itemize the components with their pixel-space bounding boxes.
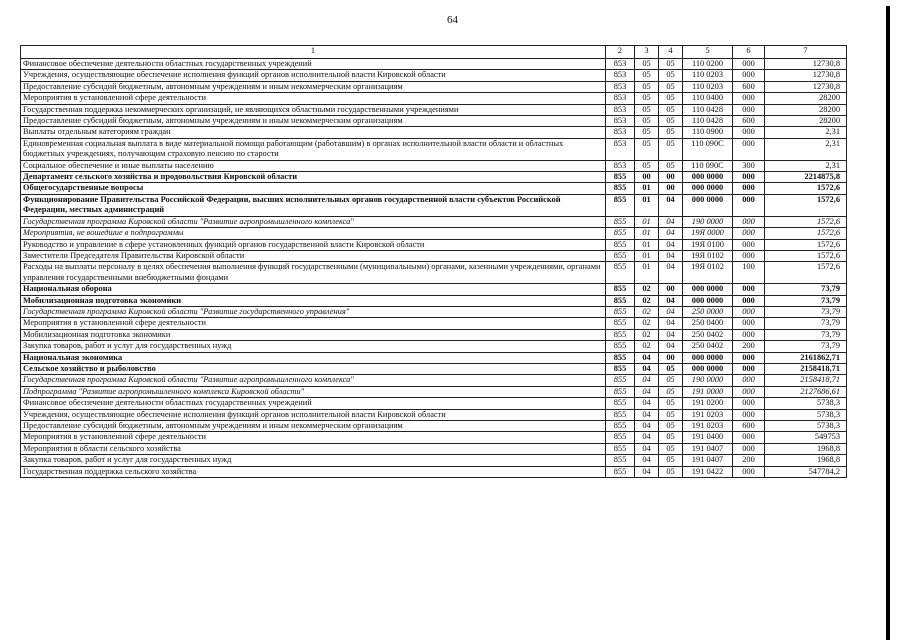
row-subsection-cell: 05 xyxy=(659,81,683,92)
row-expense-type-cell: 200 xyxy=(733,455,765,466)
table-row xyxy=(21,386,847,397)
row-section-cell: 04 xyxy=(635,466,659,477)
row-subsection-cell: 04 xyxy=(659,239,683,250)
row-expense-type-cell: 100 xyxy=(733,262,765,284)
row-section-cell: 05 xyxy=(635,70,659,81)
row-expense-type-cell: 200 xyxy=(733,341,765,352)
row-section-cell: 04 xyxy=(635,455,659,466)
row-expense-type-cell: 000 xyxy=(733,318,765,329)
row-expense-type-cell: 000 xyxy=(733,59,765,70)
table-row xyxy=(21,363,847,374)
row-target-cell: 250 0402 xyxy=(683,329,733,340)
row-subsection-cell: 00 xyxy=(659,284,683,295)
row-name-cell: Закупка товаров, работ и услуг для государственных нужд xyxy=(21,455,606,466)
row-target-cell: 110 0428 xyxy=(683,104,733,115)
table-row xyxy=(21,318,847,329)
row-ministry-cell: 855 xyxy=(606,284,635,295)
row-ministry-cell: 855 xyxy=(606,443,635,454)
row-ministry-cell: 855 xyxy=(606,306,635,317)
row-subsection-cell: 04 xyxy=(659,228,683,239)
row-section-cell: 01 xyxy=(635,216,659,227)
scan-edge-bar xyxy=(886,6,890,640)
row-subsection-cell: 05 xyxy=(659,409,683,420)
header-cell-subsection: 4 xyxy=(659,46,683,59)
row-subsection-cell: 04 xyxy=(659,250,683,261)
table-row xyxy=(21,409,847,420)
row-expense-type-cell: 000 xyxy=(733,183,765,194)
row-amount-cell: 12730,8 xyxy=(765,70,847,81)
row-expense-type-cell: 600 xyxy=(733,116,765,127)
row-ministry-cell: 855 xyxy=(606,386,635,397)
row-name-cell: Государственная программа Кировской области "Развитие агропромышленного комплекса" xyxy=(21,375,606,386)
row-subsection-cell: 05 xyxy=(659,432,683,443)
row-section-cell: 04 xyxy=(635,443,659,454)
row-section-cell: 04 xyxy=(635,432,659,443)
row-name-cell: Единовременная социальная выплата в виде материальной помощи работающим (работавшим) в органах исполнительной власти области и областных бюджетных учреждениях, получающим страховую пенсию по старости xyxy=(21,138,606,160)
table-row xyxy=(21,172,847,183)
row-section-cell: 04 xyxy=(635,409,659,420)
row-name-cell: Мероприятия, не вошедшие в подпрограммы xyxy=(21,228,606,239)
row-target-cell: 191 0407 xyxy=(683,443,733,454)
row-section-cell: 04 xyxy=(635,421,659,432)
row-amount-cell: 2127686,61 xyxy=(765,386,847,397)
row-section-cell: 02 xyxy=(635,306,659,317)
row-subsection-cell: 00 xyxy=(659,172,683,183)
row-amount-cell: 549753 xyxy=(765,432,847,443)
row-subsection-cell: 05 xyxy=(659,455,683,466)
row-section-cell: 05 xyxy=(635,93,659,104)
row-subsection-cell: 05 xyxy=(659,160,683,171)
table-row xyxy=(21,352,847,363)
row-amount-cell: 73,79 xyxy=(765,284,847,295)
table-row xyxy=(21,138,847,160)
row-subsection-cell: 05 xyxy=(659,70,683,81)
row-expense-type-cell: 600 xyxy=(733,81,765,92)
row-target-cell: 191 0203 xyxy=(683,409,733,420)
page-number: 64 xyxy=(447,14,458,26)
row-amount-cell: 73,79 xyxy=(765,329,847,340)
row-amount-cell: 1572,6 xyxy=(765,262,847,284)
header-cell-section: 3 xyxy=(635,46,659,59)
row-subsection-cell: 04 xyxy=(659,329,683,340)
row-subsection-cell: 04 xyxy=(659,262,683,284)
row-target-cell: 110 090С xyxy=(683,160,733,171)
row-amount-cell: 2,31 xyxy=(765,138,847,160)
row-name-cell: Руководство и управление в сфере установленных функций органов государственной власти Кировской области xyxy=(21,239,606,250)
table-row xyxy=(21,81,847,92)
row-target-cell: 191 0000 xyxy=(683,386,733,397)
row-name-cell: Заместители Председателя Правительства Кировской области xyxy=(21,250,606,261)
header-cell-target: 5 xyxy=(683,46,733,59)
row-ministry-cell: 855 xyxy=(606,466,635,477)
row-amount-cell: 12730,8 xyxy=(765,81,847,92)
table-row xyxy=(21,295,847,306)
row-section-cell: 02 xyxy=(635,284,659,295)
row-name-cell: Финансовое обеспечение деятельности областных государственных учреждений xyxy=(21,59,606,70)
row-expense-type-cell: 000 xyxy=(733,295,765,306)
row-target-cell: 110 0900 xyxy=(683,127,733,138)
row-target-cell: 110 0200 xyxy=(683,59,733,70)
table-row xyxy=(21,421,847,432)
row-subsection-cell: 05 xyxy=(659,138,683,160)
row-target-cell: 110 0400 xyxy=(683,93,733,104)
row-target-cell: 191 0400 xyxy=(683,432,733,443)
row-section-cell: 00 xyxy=(635,172,659,183)
row-target-cell: 191 0200 xyxy=(683,398,733,409)
row-target-cell: 000 0000 xyxy=(683,295,733,306)
row-section-cell: 05 xyxy=(635,59,659,70)
row-name-cell: Предоставление субсидий бюджетным, автономным учреждениям и иным некоммерческим организациям xyxy=(21,81,606,92)
row-section-cell: 02 xyxy=(635,341,659,352)
row-amount-cell: 1572,6 xyxy=(765,228,847,239)
row-name-cell: Предоставление субсидий бюджетным, автономным учреждениям и иным некоммерческим организациям xyxy=(21,421,606,432)
row-expense-type-cell: 000 xyxy=(733,363,765,374)
header-cell-name: 1 xyxy=(21,46,606,59)
row-section-cell: 05 xyxy=(635,81,659,92)
row-expense-type-cell: 000 xyxy=(733,375,765,386)
row-ministry-cell: 855 xyxy=(606,194,635,216)
row-amount-cell: 5738,3 xyxy=(765,421,847,432)
row-section-cell: 04 xyxy=(635,386,659,397)
row-ministry-cell: 855 xyxy=(606,352,635,363)
row-section-cell: 04 xyxy=(635,363,659,374)
row-name-cell: Государственная поддержка некоммерческих организаций, не являющихся областными государственными учреждениями xyxy=(21,104,606,115)
row-expense-type-cell: 000 xyxy=(733,398,765,409)
row-target-cell: 250 0402 xyxy=(683,341,733,352)
row-subsection-cell: 05 xyxy=(659,398,683,409)
row-target-cell: 000 0000 xyxy=(683,183,733,194)
row-expense-type-cell: 000 xyxy=(733,70,765,81)
table-row xyxy=(21,160,847,171)
row-target-cell: 191 0422 xyxy=(683,466,733,477)
row-subsection-cell: 05 xyxy=(659,386,683,397)
row-name-cell: Расходы на выплаты персоналу в целях обеспечения выполнения функций государственными (муниципальными) органами, казенными учреждениями, органами управления государственными внебюджетными фондами xyxy=(21,262,606,284)
row-name-cell: Сельское хозяйство и рыболовство xyxy=(21,363,606,374)
row-name-cell: Предоставление субсидий бюджетным, автономным учреждениям и иным некоммерческим организациям xyxy=(21,116,606,127)
row-ministry-cell: 853 xyxy=(606,116,635,127)
row-section-cell: 05 xyxy=(635,116,659,127)
row-subsection-cell: 04 xyxy=(659,306,683,317)
row-target-cell: 191 0203 xyxy=(683,421,733,432)
row-target-cell: 19Я 0100 xyxy=(683,239,733,250)
row-ministry-cell: 853 xyxy=(606,70,635,81)
row-amount-cell: 2,31 xyxy=(765,160,847,171)
row-section-cell: 02 xyxy=(635,329,659,340)
row-ministry-cell: 855 xyxy=(606,172,635,183)
table-row xyxy=(21,239,847,250)
row-ministry-cell: 855 xyxy=(606,318,635,329)
row-name-cell: Государственная программа Кировской области "Развитие государственного управления" xyxy=(21,306,606,317)
row-target-cell: 000 0000 xyxy=(683,284,733,295)
row-amount-cell: 73,79 xyxy=(765,306,847,317)
row-ministry-cell: 853 xyxy=(606,138,635,160)
row-expense-type-cell: 000 xyxy=(733,216,765,227)
row-ministry-cell: 855 xyxy=(606,375,635,386)
row-name-cell: Функционирование Правительства Российской Федерации, высших исполнительных органов государственной власти субъектов Российской Федерации, местных администраций xyxy=(21,194,606,216)
row-expense-type-cell: 000 xyxy=(733,443,765,454)
row-name-cell: Подпрограмма "Развитие агропромышленного комплекса Кировской области" xyxy=(21,386,606,397)
row-subsection-cell: 00 xyxy=(659,183,683,194)
header-cell-amount: 7 xyxy=(765,46,847,59)
row-name-cell: Государственная поддержка сельского хозяйства xyxy=(21,466,606,477)
row-amount-cell: 28200 xyxy=(765,116,847,127)
row-target-cell: 000 0000 xyxy=(683,194,733,216)
row-expense-type-cell: 000 xyxy=(733,386,765,397)
row-subsection-cell: 00 xyxy=(659,352,683,363)
table-row xyxy=(21,341,847,352)
row-section-cell: 01 xyxy=(635,262,659,284)
row-ministry-cell: 855 xyxy=(606,239,635,250)
row-subsection-cell: 04 xyxy=(659,318,683,329)
row-expense-type-cell: 000 xyxy=(733,352,765,363)
row-expense-type-cell: 000 xyxy=(733,284,765,295)
row-subsection-cell: 05 xyxy=(659,93,683,104)
row-amount-cell: 1968,8 xyxy=(765,455,847,466)
row-section-cell: 05 xyxy=(635,104,659,115)
row-subsection-cell: 05 xyxy=(659,466,683,477)
row-ministry-cell: 855 xyxy=(606,341,635,352)
row-section-cell: 01 xyxy=(635,250,659,261)
row-section-cell: 01 xyxy=(635,194,659,216)
row-amount-cell: 73,79 xyxy=(765,295,847,306)
row-expense-type-cell: 000 xyxy=(733,127,765,138)
row-expense-type-cell: 000 xyxy=(733,329,765,340)
row-name-cell: Мероприятия в установленной сфере деятельности xyxy=(21,93,606,104)
table-row xyxy=(21,127,847,138)
row-ministry-cell: 855 xyxy=(606,295,635,306)
row-amount-cell: 12730,8 xyxy=(765,59,847,70)
table-row xyxy=(21,284,847,295)
row-target-cell: 191 0407 xyxy=(683,455,733,466)
table-row xyxy=(21,466,847,477)
table-row xyxy=(21,329,847,340)
table-row xyxy=(21,59,847,70)
row-name-cell: Мобилизационная подготовка экономики xyxy=(21,329,606,340)
row-amount-cell: 1572,6 xyxy=(765,239,847,250)
row-amount-cell: 2161862,71 xyxy=(765,352,847,363)
row-amount-cell: 5738,3 xyxy=(765,409,847,420)
row-ministry-cell: 855 xyxy=(606,228,635,239)
row-ministry-cell: 855 xyxy=(606,455,635,466)
row-target-cell: 110 0203 xyxy=(683,81,733,92)
table-row xyxy=(21,398,847,409)
row-name-cell: Государственная программа Кировской области "Развитие агропромышленного комплекса" xyxy=(21,216,606,227)
table-row xyxy=(21,228,847,239)
row-target-cell: 000 0000 xyxy=(683,363,733,374)
row-subsection-cell: 05 xyxy=(659,116,683,127)
table-row xyxy=(21,183,847,194)
row-name-cell: Национальная экономика xyxy=(21,352,606,363)
row-target-cell: 190 0000 xyxy=(683,375,733,386)
row-section-cell: 01 xyxy=(635,228,659,239)
row-target-cell: 250 0400 xyxy=(683,318,733,329)
row-name-cell: Финансовое обеспечение деятельности областных государственных учреждений xyxy=(21,398,606,409)
row-ministry-cell: 855 xyxy=(606,262,635,284)
row-amount-cell: 2158418,71 xyxy=(765,375,847,386)
row-amount-cell: 2158418,71 xyxy=(765,363,847,374)
row-amount-cell: 1572,6 xyxy=(765,183,847,194)
row-amount-cell: 73,79 xyxy=(765,318,847,329)
table-row xyxy=(21,443,847,454)
table-row xyxy=(21,93,847,104)
row-subsection-cell: 05 xyxy=(659,59,683,70)
row-target-cell: 110 0428 xyxy=(683,116,733,127)
row-expense-type-cell: 000 xyxy=(733,409,765,420)
table-row xyxy=(21,250,847,261)
table-row xyxy=(21,116,847,127)
row-subsection-cell: 04 xyxy=(659,295,683,306)
row-target-cell: 19Я 0000 xyxy=(683,228,733,239)
row-subsection-cell: 05 xyxy=(659,363,683,374)
row-name-cell: Выплаты отдельным категориям граждан xyxy=(21,127,606,138)
row-expense-type-cell: 000 xyxy=(733,306,765,317)
row-ministry-cell: 853 xyxy=(606,160,635,171)
row-expense-type-cell: 000 xyxy=(733,239,765,250)
row-name-cell: Мероприятия в области сельского хозяйства xyxy=(21,443,606,454)
row-ministry-cell: 855 xyxy=(606,183,635,194)
row-target-cell: 000 0000 xyxy=(683,172,733,183)
row-subsection-cell: 05 xyxy=(659,375,683,386)
row-expense-type-cell: 000 xyxy=(733,228,765,239)
row-ministry-cell: 855 xyxy=(606,398,635,409)
row-subsection-cell: 05 xyxy=(659,421,683,432)
row-ministry-cell: 855 xyxy=(606,363,635,374)
row-section-cell: 04 xyxy=(635,398,659,409)
row-ministry-cell: 855 xyxy=(606,409,635,420)
table-row xyxy=(21,432,847,443)
row-expense-type-cell: 300 xyxy=(733,160,765,171)
row-ministry-cell: 853 xyxy=(606,59,635,70)
row-section-cell: 01 xyxy=(635,183,659,194)
row-expense-type-cell: 000 xyxy=(733,104,765,115)
row-target-cell: 190 0000 xyxy=(683,216,733,227)
table-row xyxy=(21,216,847,227)
table-header-row xyxy=(21,46,847,59)
row-subsection-cell: 05 xyxy=(659,127,683,138)
table-row xyxy=(21,104,847,115)
row-subsection-cell: 05 xyxy=(659,443,683,454)
row-section-cell: 05 xyxy=(635,138,659,160)
table-row xyxy=(21,70,847,81)
row-expense-type-cell: 000 xyxy=(733,194,765,216)
row-amount-cell: 2214875,8 xyxy=(765,172,847,183)
row-name-cell: Учреждения, осуществляющие обеспечение исполнения функций органов исполнительной власти Кировской области xyxy=(21,70,606,81)
row-target-cell: 250 0000 xyxy=(683,306,733,317)
row-amount-cell: 28200 xyxy=(765,104,847,115)
row-expense-type-cell: 000 xyxy=(733,172,765,183)
row-subsection-cell: 05 xyxy=(659,104,683,115)
row-subsection-cell: 04 xyxy=(659,194,683,216)
row-amount-cell: 1572,6 xyxy=(765,194,847,216)
row-expense-type-cell: 000 xyxy=(733,432,765,443)
header-cell-ministry: 2 xyxy=(606,46,635,59)
row-name-cell: Национальная оборона xyxy=(21,284,606,295)
row-name-cell: Общегосударственные вопросы xyxy=(21,183,606,194)
row-ministry-cell: 853 xyxy=(606,104,635,115)
row-name-cell: Закупка товаров, работ и услуг для государственных нужд xyxy=(21,341,606,352)
row-section-cell: 04 xyxy=(635,375,659,386)
row-name-cell: Учреждения, осуществляющие обеспечение исполнения функций органов исполнительной власти Кировской области xyxy=(21,409,606,420)
row-amount-cell: 5738,3 xyxy=(765,398,847,409)
row-name-cell: Мероприятия в установленной сфере деятельности xyxy=(21,432,606,443)
row-ministry-cell: 853 xyxy=(606,93,635,104)
row-section-cell: 04 xyxy=(635,352,659,363)
row-target-cell: 19Я 0102 xyxy=(683,262,733,284)
row-amount-cell: 547784,2 xyxy=(765,466,847,477)
row-section-cell: 05 xyxy=(635,127,659,138)
row-ministry-cell: 855 xyxy=(606,421,635,432)
row-amount-cell: 2,31 xyxy=(765,127,847,138)
row-ministry-cell: 855 xyxy=(606,250,635,261)
row-amount-cell: 1572,6 xyxy=(765,250,847,261)
row-ministry-cell: 853 xyxy=(606,127,635,138)
row-amount-cell: 73,79 xyxy=(765,341,847,352)
row-target-cell: 000 0000 xyxy=(683,352,733,363)
row-ministry-cell: 855 xyxy=(606,432,635,443)
row-name-cell: Департамент сельского хозяйства и продовольствия Кировской области xyxy=(21,172,606,183)
row-section-cell: 02 xyxy=(635,318,659,329)
row-target-cell: 110 0203 xyxy=(683,70,733,81)
row-subsection-cell: 04 xyxy=(659,216,683,227)
row-expense-type-cell: 000 xyxy=(733,138,765,160)
budget-table xyxy=(20,45,847,478)
table-row xyxy=(21,306,847,317)
row-ministry-cell: 853 xyxy=(606,81,635,92)
row-name-cell: Мероприятия в установленной сфере деятельности xyxy=(21,318,606,329)
table-row xyxy=(21,455,847,466)
row-target-cell: 19Я 0102 xyxy=(683,250,733,261)
row-target-cell: 110 090С xyxy=(683,138,733,160)
row-ministry-cell: 855 xyxy=(606,216,635,227)
row-amount-cell: 28200 xyxy=(765,93,847,104)
row-section-cell: 01 xyxy=(635,239,659,250)
row-expense-type-cell: 000 xyxy=(733,250,765,261)
row-name-cell: Социальное обеспечение и иные выплаты населению xyxy=(21,160,606,171)
row-expense-type-cell: 000 xyxy=(733,466,765,477)
row-ministry-cell: 855 xyxy=(606,329,635,340)
table-row xyxy=(21,194,847,216)
header-cell-expense-type: 6 xyxy=(733,46,765,59)
row-amount-cell: 1572,6 xyxy=(765,216,847,227)
row-section-cell: 02 xyxy=(635,295,659,306)
row-expense-type-cell: 600 xyxy=(733,421,765,432)
row-subsection-cell: 04 xyxy=(659,341,683,352)
table-row xyxy=(21,262,847,284)
row-name-cell: Мобилизационная подготовка экономики xyxy=(21,295,606,306)
table-row xyxy=(21,375,847,386)
row-section-cell: 05 xyxy=(635,160,659,171)
row-expense-type-cell: 000 xyxy=(733,93,765,104)
row-amount-cell: 1968,8 xyxy=(765,443,847,454)
